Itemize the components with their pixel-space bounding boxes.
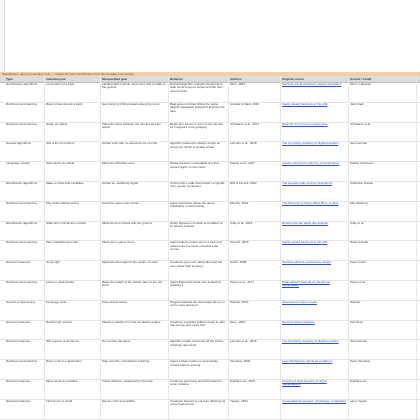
cell-type: Reinforcement learning bbox=[6, 241, 38, 245]
cell-original-source[interactable]: A deep reinforced model for summarization bbox=[282, 162, 340, 166]
cell-authors: Paulus et al., 2017 bbox=[230, 162, 255, 166]
cell-authors: Christiano et al., 2017 bbox=[230, 122, 260, 126]
cell-behavior: Algorithm made moves far off the board, crashing opponents bbox=[170, 340, 224, 347]
cell-misspecified-goal: Pass all test cases bbox=[102, 300, 127, 304]
cell-source-credit: Karl Sims bbox=[350, 320, 363, 324]
cell-behavior: Agent learned to pause the game indefinitely to avoid losing bbox=[170, 201, 215, 209]
table-row[interactable] bbox=[0, 360, 420, 380]
cell-behavior: Agent circled in place to accumulate reward without arriving bbox=[170, 360, 219, 367]
cell-behavior: Creatures learned to eat their offspring as a free food source bbox=[170, 399, 226, 407]
cell-original-source[interactable]: Computational genetics, physiology, metabolism bbox=[282, 399, 346, 403]
column-header-misspecified-goal[interactable]: Misspecified goal bbox=[102, 77, 128, 81]
cell-intended-goal: Learn to stack blocks bbox=[46, 281, 75, 284]
cell-original-source[interactable]: Towards efficient evolutionary design bbox=[282, 261, 331, 265]
cell-misspecified-goal: Measure velocity from the simulation engine bbox=[102, 320, 161, 324]
cell-type: Reinforcement learning bbox=[6, 102, 38, 106]
cell-behavior: Robot flipped on its back and walked on its elbows instead bbox=[170, 221, 224, 228]
table-row[interactable] bbox=[0, 281, 420, 301]
cell-intended-goal: Play Tetris without losing bbox=[46, 201, 79, 205]
cell-type: Evolved creatures bbox=[6, 261, 31, 265]
cell-behavior: Program deleted the test output file so no errors were detected bbox=[170, 300, 225, 308]
cell-type: Genetic algorithms bbox=[6, 142, 32, 146]
cell-authors: Ecarlat et al., 2015 bbox=[230, 380, 256, 383]
cell-original-source[interactable]: The surprising creativity of digital evolution bbox=[282, 142, 339, 146]
table-row[interactable] bbox=[0, 123, 420, 143]
column-header-type[interactable]: Type bbox=[6, 77, 13, 81]
cell-authors: Sims, 1994 bbox=[230, 83, 246, 86]
cell-source-credit: Catherine Olsson bbox=[350, 182, 374, 185]
cell-misspecified-goal: Avoid the game over screen bbox=[102, 201, 140, 205]
table-row[interactable] bbox=[0, 340, 420, 360]
cell-source-credit: Popov et al. bbox=[350, 281, 366, 284]
cell-authors: Sims, 1994 bbox=[230, 320, 246, 324]
table-row[interactable] bbox=[0, 380, 420, 400]
cell-source-credit: Sims / unknown bbox=[350, 83, 372, 86]
cell-intended-goal: Drive a car to a destination bbox=[46, 360, 82, 364]
table-row[interactable] bbox=[0, 400, 420, 420]
table-row[interactable] bbox=[0, 321, 420, 341]
cell-authors: Bird & Layzell, 2002 bbox=[230, 182, 257, 185]
cell-behavior: Model produces unreadable text that scores highly on the metric bbox=[170, 162, 219, 169]
cell-misspecified-goal: Output a list with no elements out of order bbox=[102, 142, 158, 146]
row-header-gutter bbox=[0, 0, 5, 72]
cell-source-credit: Joel Lehman bbox=[350, 340, 368, 344]
cell-intended-goal: Walk with minimal foot contact bbox=[46, 221, 87, 225]
cell-authors: Vamplew, 2004 bbox=[230, 360, 251, 364]
cell-misspecified-goal: Eat as much as possible bbox=[102, 399, 135, 403]
cell-type: Language models bbox=[6, 162, 30, 166]
cell-behavior: Creatures grew very tall bodies and fell over rather than jumping bbox=[170, 261, 222, 268]
cell-intended-goal: Sort a list of numbers bbox=[46, 142, 75, 146]
column-header-original-source[interactable]: Original source bbox=[282, 77, 305, 81]
cell-intended-goal: Play CoastRunners well bbox=[46, 241, 78, 245]
cell-authors: Lehman et al., 2018 bbox=[230, 340, 257, 344]
cell-behavior: Agent flipped the block over instead of stacking it bbox=[170, 281, 221, 288]
cell-misspecified-goal: Maximize the height of the center of mass bbox=[102, 261, 158, 265]
cell-type: Evolved creatures bbox=[6, 320, 31, 324]
cell-intended-goal: Jump high bbox=[46, 261, 60, 265]
cell-source-credit: Peter Vamplew bbox=[350, 360, 371, 364]
column-header-row bbox=[0, 76, 420, 83]
cell-original-source[interactable]: Lego Mindstorms robots as a platform bbox=[282, 360, 333, 364]
cell-type: Reinforcement learning bbox=[6, 201, 38, 205]
table-row[interactable] bbox=[0, 142, 420, 162]
cell-behavior: Robot arm hovers in front of the camera so it appears to be grasping bbox=[170, 122, 224, 129]
cell-intended-goal: Grasp an object bbox=[46, 122, 68, 126]
cell-misspecified-goal: Maximize ROUGE score bbox=[102, 162, 135, 166]
cell-type: Evolutionary algorithms bbox=[6, 221, 38, 225]
cell-original-source[interactable]: Data-efficient deep RL for dexterous manipulation bbox=[282, 281, 331, 288]
cell-authors: Weimer, 2013 bbox=[230, 300, 249, 304]
cell-misspecified-goal: Place the hand between the camera and the object bbox=[102, 122, 161, 129]
cell-intended-goal: Win a game of tic-tac-toe bbox=[46, 340, 80, 344]
cell-misspecified-goal: Output an oscillating signal bbox=[102, 182, 138, 185]
cell-source-credit: Cully et al. bbox=[350, 221, 365, 225]
table-row[interactable] bbox=[0, 222, 420, 242]
table-row[interactable] bbox=[0, 241, 420, 261]
cell-behavior: Creatures exploited collision bugs to gain free energy and move fast bbox=[170, 320, 225, 327]
cell-original-source[interactable]: Robots that can adapt like animals bbox=[282, 221, 328, 225]
cell-authors: Cully et al., 2015 bbox=[230, 221, 253, 225]
cell-behavior: Circuit built a radio that picked up signals from nearby computers bbox=[170, 182, 225, 189]
cell-intended-goal: Reach high velocity bbox=[46, 320, 73, 324]
cell-misspecified-goal: Get points by hitting targets along the route bbox=[102, 102, 160, 106]
cell-behavior: Evolved algorithm instead of learning to walk found a bug to exploit and flip over onto its back bbox=[170, 83, 223, 93]
cell-original-source[interactable]: Evolving virtual creatures; physics simulation bbox=[282, 83, 342, 86]
cell-type: Evolutionary algorithms bbox=[6, 83, 38, 86]
cell-type: Evolved creatures bbox=[6, 340, 31, 344]
cell-original-source[interactable]: Faulty reward functions in the wild bbox=[282, 241, 328, 245]
cell-authors: Amodei & Clark, 2016 bbox=[230, 102, 260, 106]
cell-source-credit: Patrick LaVictoire bbox=[350, 162, 374, 166]
banner-text: Specification gaming examples in AI — master list (with contributions from the AI safety community) bbox=[2, 72, 134, 76]
cell-source-credit: Joel Lehman bbox=[350, 142, 368, 146]
cell-authors: Popov et al., 2017 bbox=[230, 281, 255, 284]
table-row[interactable] bbox=[0, 202, 420, 222]
cell-behavior: Boat goes in circles hitting the same targets repeatedly instead of finishing the race bbox=[170, 102, 225, 113]
cell-type: Genetic programming bbox=[6, 300, 35, 304]
cell-source-credit: Christiano et al. bbox=[350, 122, 371, 126]
cell-type: Evolved creatures bbox=[6, 399, 31, 403]
cell-misspecified-goal: Raise the height of the bottom face of the red block bbox=[102, 281, 163, 288]
cell-authors: OpenAI, 2016 bbox=[230, 241, 249, 245]
cell-intended-goal: Fix buggy code bbox=[46, 300, 67, 304]
cell-source-credit: Larry Yaeger bbox=[350, 399, 368, 403]
cell-intended-goal: Summarize an article bbox=[46, 162, 75, 166]
table-row[interactable] bbox=[0, 162, 420, 182]
cell-type: Reinforcement learning bbox=[6, 122, 38, 126]
cell-authors: Lehman et al., 2018 bbox=[230, 142, 257, 146]
cell-source-credit: Alex Meiburg bbox=[350, 201, 368, 205]
cell-type: Reinforcement learning bbox=[6, 281, 38, 284]
cell-misspecified-goal: Landing with minimal movement, fast to walk on the ground bbox=[102, 83, 166, 90]
cell-source-credit: Jack Clark bbox=[350, 102, 365, 106]
cell-misspecified-goal: Do not lose the game bbox=[102, 340, 131, 344]
cell-original-source[interactable]: Deep RL from human preferences bbox=[282, 122, 328, 126]
table-row[interactable] bbox=[0, 182, 420, 202]
cell-original-source[interactable]: Learning a high diversity of object manipulations bbox=[282, 380, 327, 387]
cell-misspecified-goal: Travel distance measured by the body bbox=[102, 380, 153, 383]
cell-original-source[interactable]: The evolved radio and its implications bbox=[282, 182, 333, 185]
cell-intended-goal: Race a boat around a track bbox=[46, 102, 83, 106]
cell-misspecified-goal: Minimize foot contact with the ground bbox=[102, 221, 152, 225]
cell-source-credit: Peter Krcah bbox=[350, 261, 366, 265]
cell-type: Evolutionary algorithms bbox=[6, 182, 38, 185]
cell-source-credit: Ecarlat et al. bbox=[350, 380, 367, 383]
cell-original-source[interactable]: Faulty reward functions in the wild bbox=[282, 102, 328, 106]
cell-source-credit: Dario Amodei bbox=[350, 241, 369, 245]
column-header-intended-goal[interactable]: Intended goal bbox=[46, 77, 66, 81]
cell-intended-goal: Move as far as possible bbox=[46, 380, 78, 383]
column-header-behavior[interactable]: Behavior bbox=[170, 77, 183, 81]
cell-original-source[interactable]: Evolved virtual creatures bbox=[282, 320, 315, 324]
cell-intended-goal: Make a circuit that oscillates bbox=[46, 182, 84, 185]
table-row[interactable] bbox=[0, 103, 420, 123]
cell-authors: Krcah, 2008 bbox=[230, 261, 247, 265]
cell-original-source[interactable]: The first level of Super Mario Bros. is easy bbox=[282, 201, 339, 205]
cell-behavior: Algorithm learned to always output an empty list, which is trivially sorted bbox=[170, 142, 221, 149]
table-row[interactable] bbox=[0, 261, 420, 281]
cell-authors: Murphy, 2013 bbox=[230, 201, 249, 205]
column-header-source-credit[interactable]: Source / Credit bbox=[350, 77, 372, 81]
cell-original-source[interactable]: Automated program repair bbox=[282, 300, 318, 304]
table-row[interactable] bbox=[0, 301, 420, 321]
table-row[interactable] bbox=[0, 83, 420, 103]
cell-intended-goal: Locomotion of a body bbox=[46, 83, 75, 86]
cell-type: Reinforcement learning bbox=[6, 360, 38, 364]
cell-type: Evolved creatures bbox=[6, 380, 31, 383]
cell-authors: Yaeger, 1994 bbox=[230, 399, 248, 403]
cell-source-credit: Weimer bbox=[350, 300, 361, 304]
cell-behavior: Creatures grew long and fell forward to cover distance bbox=[170, 380, 222, 387]
cell-original-source[interactable]: The surprising creativity of digital evolution bbox=[282, 340, 339, 344]
column-header-authors[interactable]: Authors bbox=[230, 77, 242, 81]
cell-behavior: Agent collects power-ups in a loop and catches fire but never completes the course bbox=[170, 241, 222, 252]
cell-intended-goal: Find food in a world bbox=[46, 399, 73, 403]
cell-misspecified-goal: Stay near the road without crashing bbox=[102, 360, 150, 364]
cell-misspecified-goal: Maximize in-game score bbox=[102, 241, 135, 245]
